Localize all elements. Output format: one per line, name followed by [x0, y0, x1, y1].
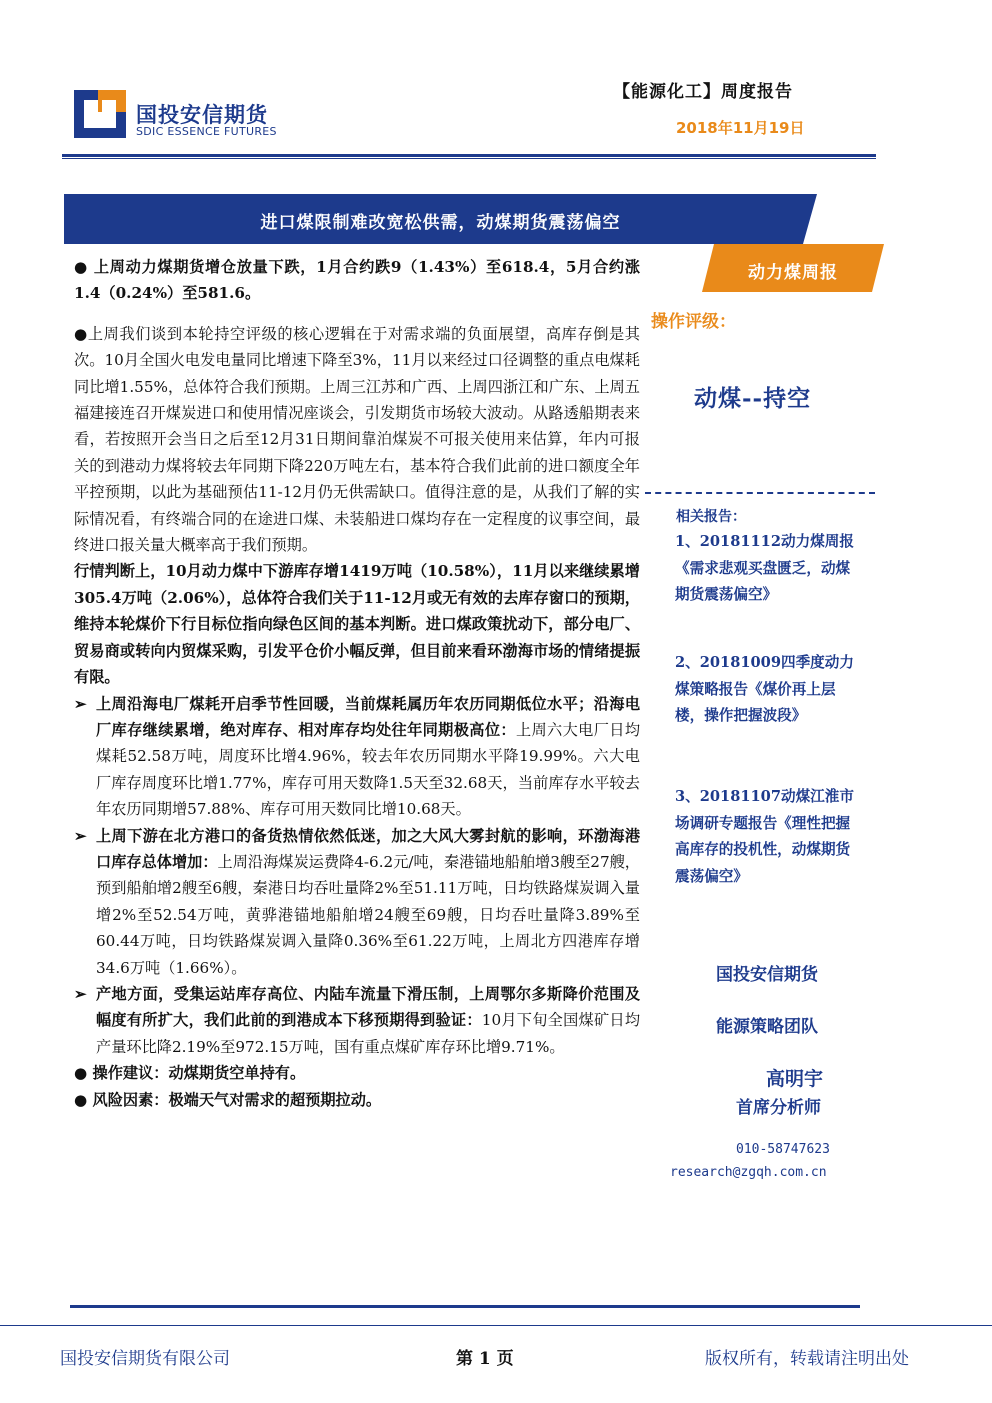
- rating-label: 操作评级：: [651, 312, 736, 332]
- page-number: 第 1 页: [456, 1349, 514, 1369]
- arrow-bullet-icon: ➢: [74, 694, 87, 713]
- point-production: [74, 981, 640, 1060]
- header-rule-thin: [62, 158, 876, 159]
- point-body: 10月下旬全国煤矿日均产量环比降2.19%至972.15万吨，国有重点煤矿库存环比增9.71%。: [96, 1011, 641, 1056]
- analyst-name: 高明宇: [766, 1068, 824, 1090]
- report-date: 2018年11月19日: [676, 119, 805, 137]
- content-bottom-rule: [70, 1305, 860, 1308]
- contact-email[interactable]: research@zgqh.com.cn: [670, 1165, 827, 1180]
- company-name-en: SDIC ESSENCE FUTURES: [136, 125, 277, 138]
- sidebar-divider: [645, 492, 875, 494]
- header-rule: [62, 154, 876, 157]
- point-body: 上周六大电厂日均煤耗52.58万吨，周度环比增4.96%，较去年农历同期水平降19.99%。六大电厂库存周度环比增1.77%，库存可用天数降1.5天至32.68天，当前库存水平较去年农历同期增57.88%、库存可用天数同比增10.68天。: [96, 720, 641, 819]
- summary-paragraph: ● 上周动力煤期货增仓放量下跌，1月合约跌9（1.43%）至618.4，5月合约涨1.4（0.24%）至581.6。: [74, 258, 640, 303]
- main-content: [74, 254, 640, 1113]
- footer-company: 国投安信期货有限公司: [60, 1349, 230, 1369]
- risk-factors: ● 风险因素：极端天气对需求的超预期拉动。: [74, 1090, 382, 1109]
- contact-phone: 010-58747623: [736, 1142, 830, 1157]
- report-type: 【能源化工】周度报告: [613, 82, 793, 102]
- analyst-title: 首席分析师: [736, 1098, 821, 1118]
- point-heading: 上周沿海电厂煤耗开启季节性回暖，当前煤耗属历年农历同期低位水平；沿海电厂库存继续累增，绝对库存、相对库存均处往年同期极高位：: [96, 694, 640, 739]
- related-report-2[interactable]: 2、20181009四季度动力煤策略报告《煤价再上层楼，操作把握波段》: [675, 654, 854, 724]
- arrow-bullet-icon: ➢: [74, 984, 87, 1003]
- org-name: 国投安信期货: [716, 965, 818, 985]
- related-reports-title: 相关报告：: [676, 509, 746, 525]
- report-title: 进口煤限制难改宽松供需，动煤期货震荡偏空: [260, 213, 621, 233]
- point-power-plant: [74, 691, 640, 823]
- judgement-paragraph: 行情判断上，10月动力煤中下游库存增1419万吨（10.58%），11月以来继续累增305.4万吨（2.06%），总体符合我们关于11-12月或无有效的去库存窗口的预期，维持本轮煤价下行目标位指向绿色区间的基本判断。进口煤政策扰动下，部分电厂、贸易商或转向内贸煤采购，引发平仓价小幅反弹，但目前来看环渤海市场的情绪提振有限。: [74, 562, 640, 687]
- related-report-1[interactable]: 1、20181112动力煤周报《需求悲观买盘匮乏，动煤期货震荡偏空》: [675, 533, 854, 603]
- related-report-3[interactable]: 3、20181107动煤江淮市场调研专题报告《理性把握高库存的投机性，动煤期货震荡偏空》: [675, 788, 854, 885]
- company-logo-icon: [74, 90, 126, 138]
- point-heading: 上周下游在北方港口的备货热情依然低迷，加之大风大雾封航的影响，环渤海港口库存总体增加：: [96, 826, 640, 871]
- arrow-bullet-icon: ➢: [74, 826, 87, 845]
- point-body: 上周沿海煤炭运费降4-6.2元/吨，秦港锚地船舶增3艘至27艘，预到船舶增2艘至6艘，秦港日均吞吐量降2%至51.11万吨，日均铁路煤炭调入量增2%至52.54万吨，黄骅港锚地船舶增24艘至69艘，日均吞吐量降3.89%至60.44万吨，日均铁路煤炭调入量降0.36%至61.22万吨，上周北方四港库存增34.6万吨（1.66%）。: [96, 852, 640, 977]
- rating-value: 动煤--持空: [694, 385, 812, 412]
- team-name: 能源策略团队: [716, 1017, 818, 1037]
- weekly-tag: 动力煤周报: [748, 263, 838, 283]
- footer-copyright: 版权所有，转载请注明出处: [705, 1349, 909, 1369]
- point-ports: [74, 823, 640, 981]
- point-heading: 产地方面，受集运站库存高位、内陆车流量下滑压制，上周鄂尔多斯降价范围及幅度有所扩大，我们此前的到港成本下移预期得到验证：: [96, 984, 640, 1030]
- company-name-cn: 国投安信期货: [136, 103, 268, 127]
- operation-advice: ● 操作建议：动煤期货空单持有。: [74, 1064, 306, 1083]
- footer-rule: [0, 1325, 992, 1326]
- analysis-paragraph: ●上周我们谈到本轮持空评级的核心逻辑在于对需求端的负面展望，高库存倒是其次。10月全国火电发电量同比增速下降至3%，11月以来经过口径调整的重点电煤耗同比增1.55%，总体符合我们预期。上周三江苏和广西、上周四浙江和广东、上周五福建接连召开煤炭进口和使用情况座谈会，引发期货市场较大波动。从路透船期表来看，若按照开会当日之后至12月31日期间靠泊煤炭不可报关使用来估算，年内可报关的到港动力煤将较去年同期下降220万吨左右，基本符合我们此前的进口额度全年平控预期，以此为基础预估11-12月仍无供需缺口。值得注意的是，从我们了解的实际情况看，有终端合同的在途进口煤、未装船进口煤均存在一定程度的议事空间，最终进口报关量大概率高于我们预期。: [74, 324, 640, 555]
